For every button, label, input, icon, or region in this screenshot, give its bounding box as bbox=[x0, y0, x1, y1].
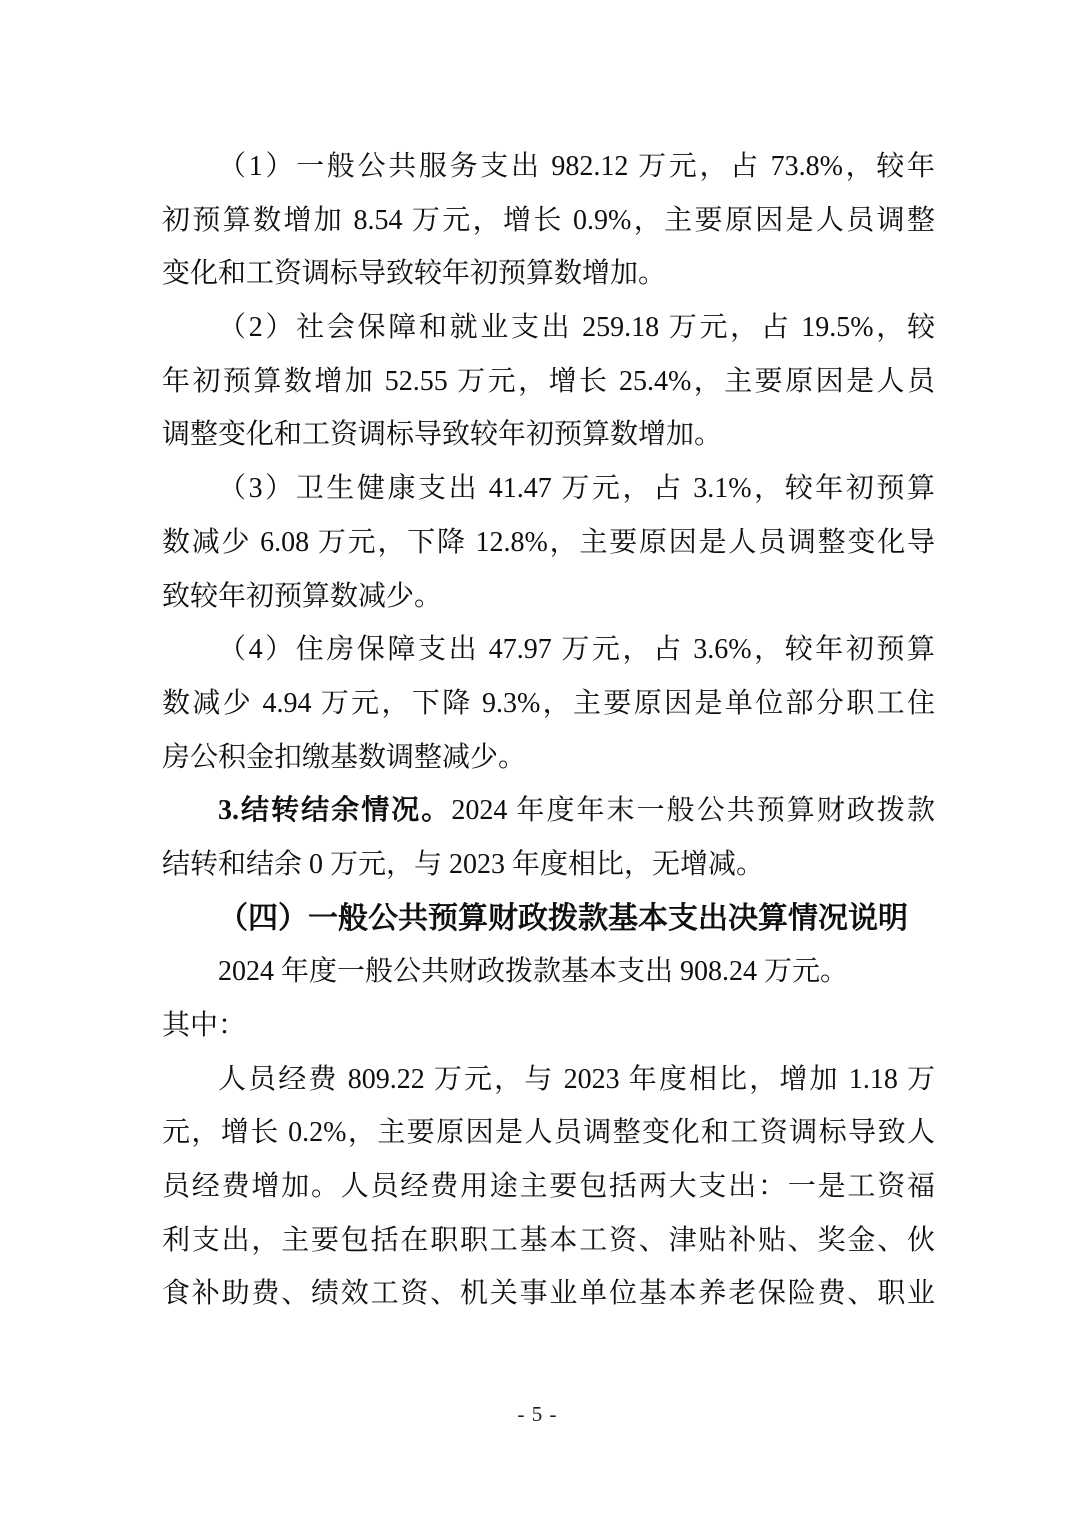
text-line bbox=[162, 838, 935, 892]
text-line bbox=[162, 1160, 935, 1214]
body-text: 调整变化和工资调标导致较年初预算数增加。 bbox=[162, 419, 723, 451]
text-line bbox=[162, 462, 935, 516]
text-line bbox=[162, 570, 935, 624]
page-footer bbox=[0, 1402, 1075, 1427]
text-line bbox=[162, 1267, 935, 1321]
body-text: 致较年初预算数减少。 bbox=[162, 580, 443, 612]
text-line bbox=[162, 731, 935, 785]
body-text: 结转和结余 0 万元，与 2023 年度相比，无增减。 bbox=[162, 848, 765, 880]
text-line bbox=[162, 677, 935, 731]
body-text: 人员经费 809.22 万元，与 2023 年度相比，增加 1.18 万 bbox=[218, 1063, 935, 1095]
body-text: 其中： bbox=[162, 1010, 247, 1041]
section-heading bbox=[162, 892, 935, 946]
body-text: （2）社会保障和就业支出 259.18 万元，占 19.5%，较 bbox=[218, 312, 935, 344]
text-line bbox=[162, 784, 935, 838]
text-line bbox=[162, 516, 935, 570]
page-number: - 5 - bbox=[517, 1402, 558, 1426]
body-text: 员经费增加。人员经费用途主要包括两大支出：一是工资福 bbox=[162, 1171, 935, 1203]
bold-text: 3.结转结余情况。 bbox=[218, 795, 452, 827]
body-text: 变化和工资调标导致较年初预算数增加。 bbox=[162, 258, 667, 290]
body-text: 房公积金扣缴基数调整减少。 bbox=[162, 741, 527, 773]
text-line bbox=[162, 623, 935, 677]
text-line bbox=[162, 1214, 935, 1268]
body-text: （1）一般公共服务支出 982.12 万元，占 73.8%，较年 bbox=[218, 151, 935, 182]
text-line bbox=[162, 408, 935, 462]
body-text: 2024 年度一般公共财政拨款基本支出 908.24 万元。 bbox=[218, 956, 849, 988]
body-text: （4）住房保障支出 47.97 万元，占 3.6%，较年初预算 bbox=[218, 634, 935, 666]
text-line bbox=[162, 355, 935, 409]
text-line bbox=[162, 945, 935, 999]
text-line bbox=[162, 301, 935, 355]
text-line bbox=[162, 140, 935, 194]
text-line bbox=[162, 1053, 935, 1107]
body-text: 2024 年度年末一般公共预算财政拨款 bbox=[451, 795, 935, 827]
text-line bbox=[162, 1106, 935, 1160]
text-line bbox=[162, 247, 935, 301]
body-text: 数减少 6.08 万元，下降 12.8%，主要原因是人员调整变化导 bbox=[162, 526, 935, 558]
document-body bbox=[162, 140, 935, 1321]
body-text: 年初预算数增加 52.55 万元，增长 25.4%，主要原因是人员 bbox=[162, 365, 935, 397]
body-text: （3）卫生健康支出 41.47 万元，占 3.1%，较年初预算 bbox=[218, 473, 935, 505]
body-text: 数减少 4.94 万元，下降 9.3%，主要原因是单位部分职工住 bbox=[162, 687, 935, 719]
bold-text: （四）一般公共预算财政拨款基本支出决算情况说明 bbox=[218, 901, 908, 935]
text-line bbox=[162, 194, 935, 248]
text-line bbox=[162, 999, 935, 1053]
body-text: 元，增长 0.2%，主要原因是人员调整变化和工资调标导致人 bbox=[162, 1117, 935, 1149]
body-text: 利支出，主要包括在职职工基本工资、津贴补贴、奖金、伙 bbox=[162, 1224, 935, 1256]
body-text: 初预算数增加 8.54 万元，增长 0.9%，主要原因是人员调整 bbox=[162, 204, 935, 236]
body-text: 食补助费、绩效工资、机关事业单位基本养老保险费、职业 bbox=[162, 1278, 935, 1310]
